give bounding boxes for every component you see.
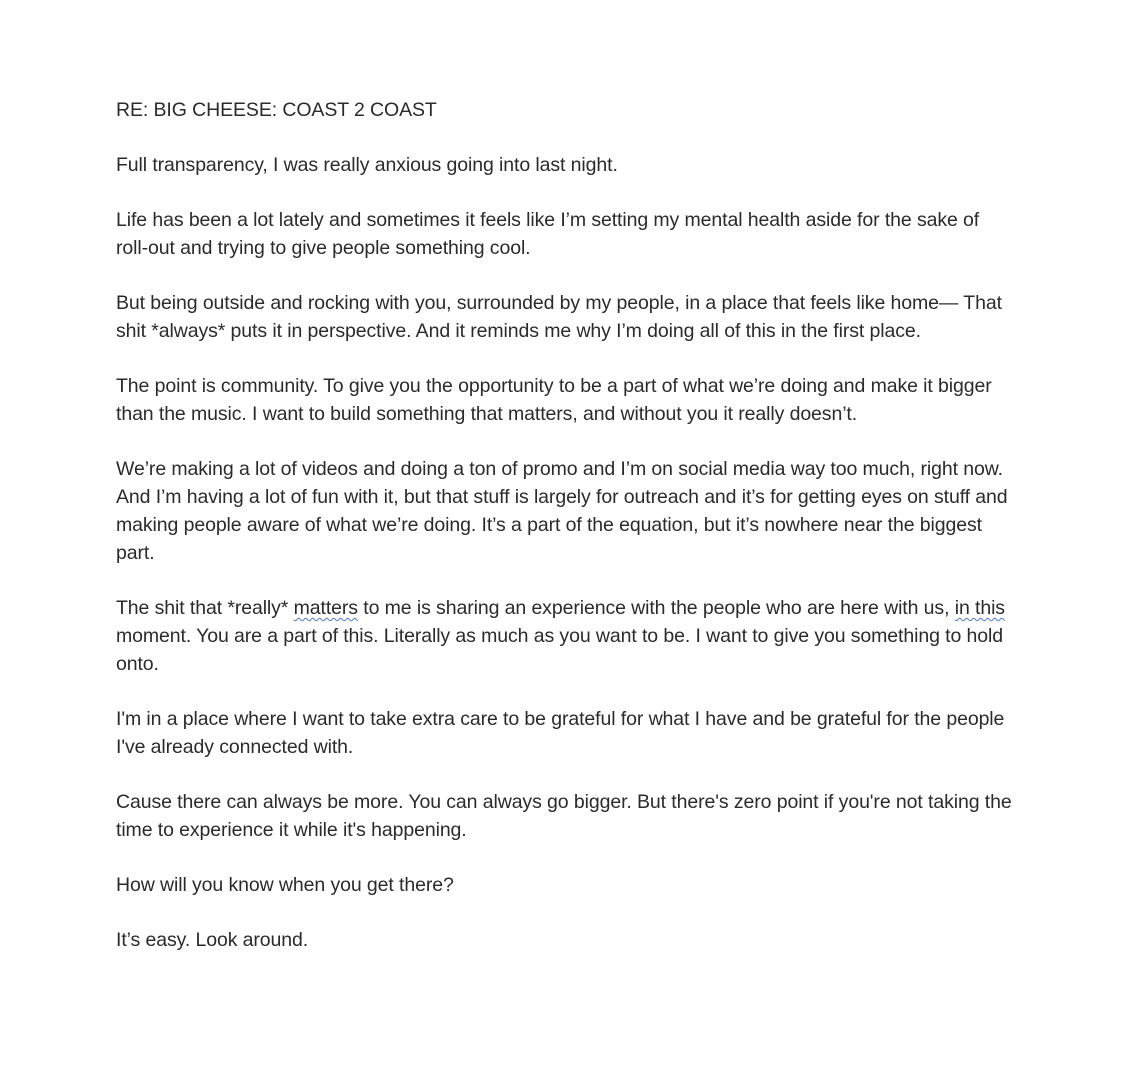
paragraph-6-text: moment. You are a part of this. Literally as much as you want to be. I want to give you something to hold onto. [116, 625, 1004, 675]
spellcheck-word[interactable]: in this [954, 597, 1005, 619]
document-body [116, 96, 1016, 981]
paragraph-5: We’re making a lot of videos and doing a ton of promo and I’m on social media way too much, right now. And I’m having a lot of fun with it, but that stuff is largely for outreach and it’s for getting eyes on stuff and making people aware of what we’re doing. It’s a part of the equation, but it’s nowhere near the biggest part. [116, 458, 1008, 564]
paragraph-10: It’s easy. Look around. [116, 929, 309, 951]
paragraph-4: The point is community. To give you the opportunity to be a part of what we’re doing and make it bigger than the music. I want to build something that matters, and without you it really doesn’t. [116, 375, 992, 425]
paragraph-9: How will you know when you get there? [116, 874, 454, 896]
paragraph-6-text: The shit that *really* [116, 597, 294, 619]
paragraph-7: I'm in a place where I want to take extra care to be grateful for what I have and be grateful for the people I've already connected with. [116, 708, 1005, 758]
spellcheck-word[interactable]: matters [293, 597, 358, 619]
paragraph-6-text: to me is sharing an experience with the people who are here with us, [357, 597, 955, 619]
paragraph-8: Cause there can always be more. You can always go bigger. But there's zero point if you're not taking the time to experience it while it's happening. [116, 791, 1012, 841]
paragraph-2: Life has been a lot lately and sometimes it feels like I’m setting my mental health aside for the sake of roll-out and trying to give people something cool. [116, 209, 980, 259]
paragraph-1: Full transparency, I was really anxious going into last night. [116, 154, 618, 176]
paragraph-3: But being outside and rocking with you, surrounded by my people, in a place that feels like home— That shit *always* puts it in perspective. And it reminds me why I’m doing all of this in the first place. [116, 292, 1002, 342]
paragraph-6 [116, 594, 1016, 678]
document-title: RE: BIG CHEESE: COAST 2 COAST [116, 99, 437, 121]
